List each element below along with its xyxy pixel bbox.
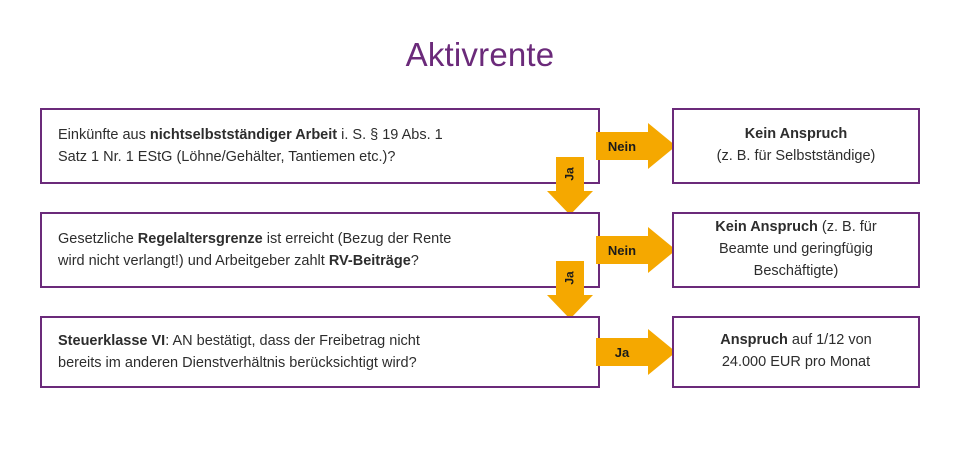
branch-arrow-1-label: Nein [607,138,637,154]
branch-arrow-3-shaft [596,338,648,366]
result-text-2: Kein Anspruch (z. B. für Beamte und geringfügig Beschäftigte) [715,219,877,279]
branch-arrow-2 [596,227,676,273]
branch-arrow-1-shaft [596,132,648,160]
branch-arrow-2-shaft [596,236,648,264]
question-box-3 [40,316,600,388]
continue-arrow-2-shaft [556,261,584,295]
continue-arrow-1-label: Ja [562,167,577,181]
question-text-3: Steuerklasse VI: AN bestätigt, dass der Freibetrag nicht bereits im anderen Dienstverhältnis berücksichtigt wird? [58,332,420,371]
branch-arrow-2-label: Nein [607,242,637,258]
result-text-3: Anspruch auf 1/12 von 24.000 EUR pro Monat [720,332,872,370]
question-text-1: Einkünfte aus nichtselbstständiger Arbeit i. S. § 19 Abs. 1 Satz 1 Nr. 1 EStG (Löhne/Gehälter, Tantiemen etc.)? [58,126,443,165]
question-text-2: Gesetzliche Regelaltersgrenze ist erreicht (Bezug der Rente wird nicht verlangt!) und Arbeitgeber zahlt RV-Beiträge? [58,230,452,269]
branch-arrow-1 [596,123,676,169]
result-box-3 [672,316,920,388]
continue-arrow-1 [547,157,593,215]
question-box-1 [40,108,600,184]
continue-arrow-2 [547,261,593,319]
page-title: Aktivrente [405,36,555,73]
question-box-2 [40,212,600,288]
branch-arrow-3 [596,329,676,375]
continue-arrow-2-label: Ja [562,271,577,285]
result-box-2 [672,212,920,288]
result-box-1 [672,108,920,184]
branch-arrow-3-label: Ja [614,344,630,360]
continue-arrow-1-shaft [556,157,584,191]
result-text-1: Kein Anspruch (z. B. für Selbstständige) [716,126,876,164]
